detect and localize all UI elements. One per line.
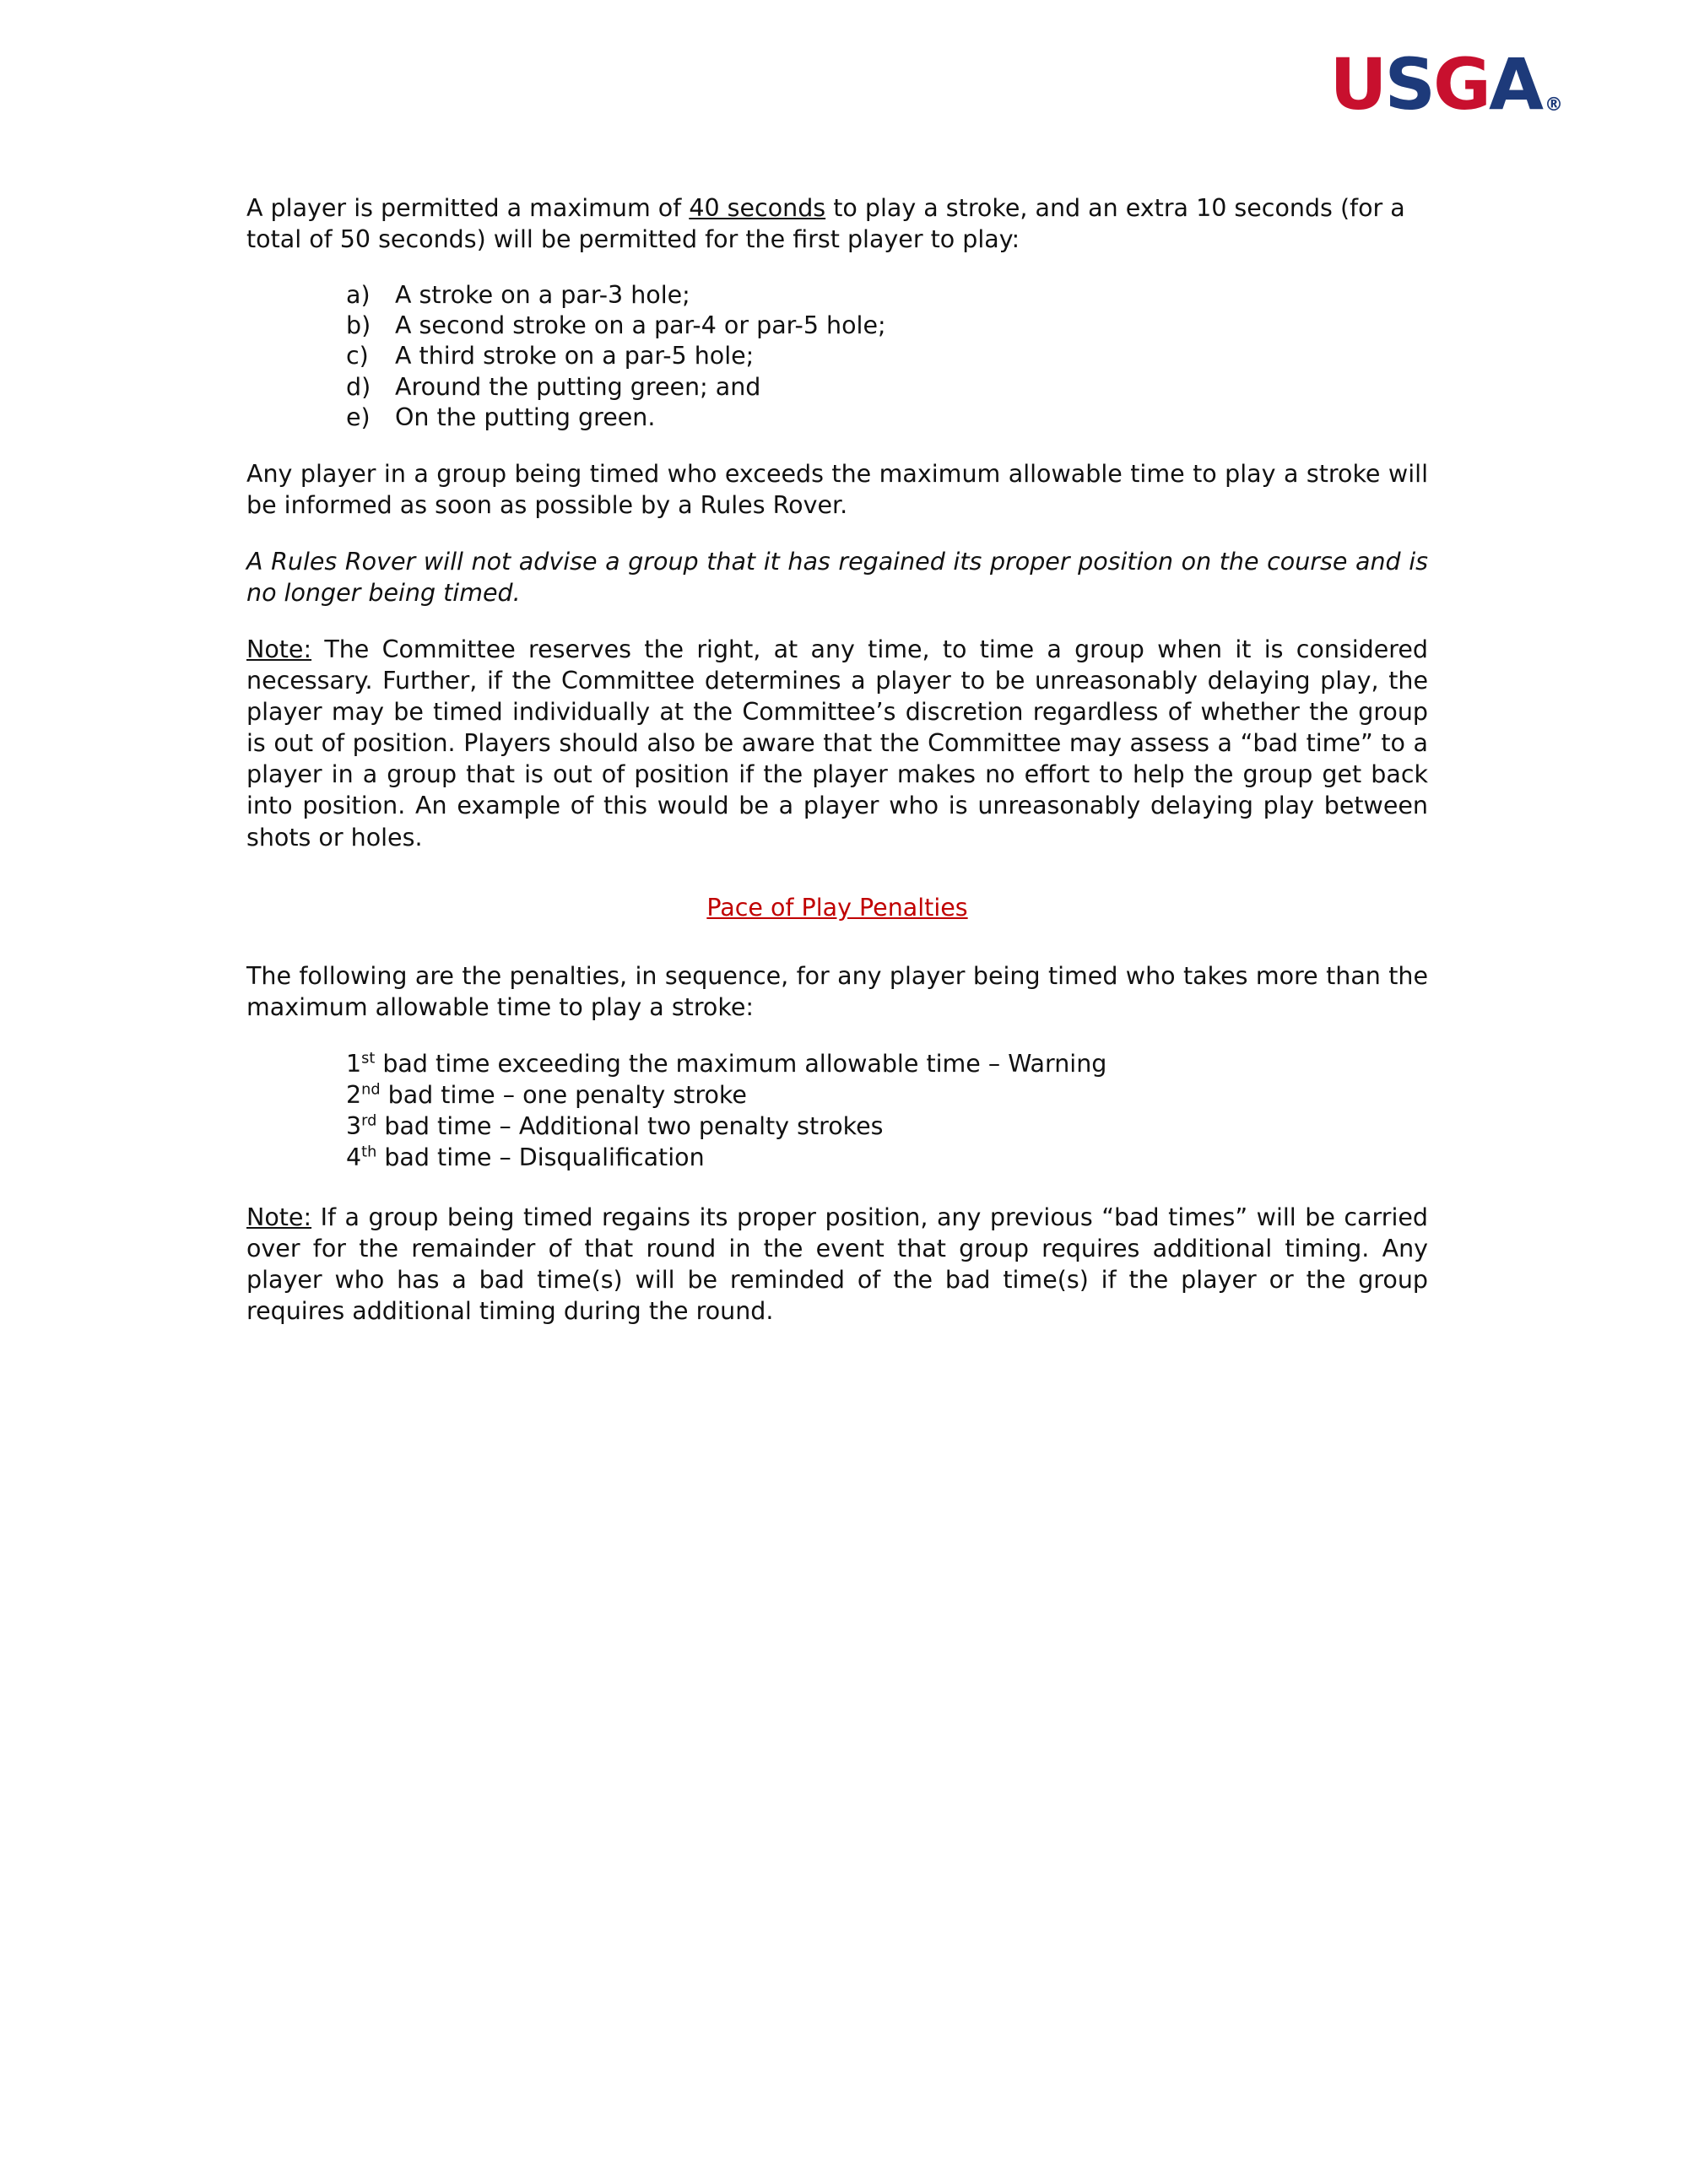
- penalty-ordinal: th: [361, 1143, 377, 1161]
- intro-text-after: to play a stroke, and an extra 10 seconds (for a total of 50 seconds) will be permitted for the first player to play:: [246, 194, 1405, 254]
- timed-player-paragraph: Any player in a group being timed who exceeds the maximum allowable time to play a stroke will be informed as soon as possible by a Rules Rover.: [246, 460, 1428, 520]
- list-marker: b): [346, 311, 371, 340]
- rules-rover-paragraph: A Rules Rover will not advise a group that it has regained its proper position on the course and is no longer being timed.: [246, 548, 1428, 608]
- penalty-line: [346, 1048, 1428, 1079]
- list-marker: c): [346, 342, 369, 370]
- penalty-line: [346, 1111, 1428, 1142]
- note-one-text: The Committee reserves the right, at any time, to time a group when it is considered necessary. Further, if the Committee determines a player to be unreasonably delaying play, the player may be timed individually at the Committee’s discretion regardless of whether the group is out of position. Players should also be aware that the Committee may assess a “bad time” to a player in a group that is out of position if the player makes no effort to help the group get back into position. An example of this would be a player who is unreasonably delaying play between shots or holes.: [246, 635, 1428, 851]
- intro-text-before: A player is permitted a maximum of: [246, 194, 690, 222]
- usga-logo: [1329, 43, 1563, 126]
- usga-logo-text: [1329, 43, 1541, 126]
- list-item: [346, 403, 1428, 433]
- list-item-label: A second stroke on a par-4 or par-5 hole;: [395, 311, 886, 340]
- penalty-ordinal: st: [361, 1050, 376, 1068]
- note-two-paragraph: [246, 1202, 1428, 1327]
- penalty-text: bad time – one penalty stroke: [380, 1080, 747, 1109]
- penalty-number: 2: [346, 1080, 362, 1109]
- registered-trademark-icon: ®: [1545, 95, 1563, 116]
- penalty-number: 4: [346, 1143, 362, 1171]
- list-item: [346, 341, 1428, 371]
- logo-letter-g: G: [1433, 43, 1489, 126]
- list-marker: a): [346, 281, 371, 310]
- document-body: [246, 192, 1428, 1352]
- penalty-ordinal: nd: [361, 1081, 381, 1099]
- pace-of-play-penalties-heading: Pace of Play Penalties: [706, 893, 968, 922]
- list-item: [346, 311, 1428, 341]
- penalty-text: bad time – Additional two penalty strokes: [376, 1111, 884, 1140]
- stroke-situations-list: [246, 280, 1428, 433]
- penalty-text: bad time – Disqualification: [376, 1143, 705, 1171]
- list-marker: d): [346, 372, 371, 401]
- penalty-ordinal: rd: [361, 1112, 377, 1130]
- logo-letter-a: A: [1488, 43, 1541, 126]
- note-two-text: If a group being timed regains its proper position, any previous “bad times” will be carried over for the remainder of that round in the event that group requires additional timing. Any player who has a bad time(s) will be reminded of the bad time(s) if the player or the group requires additional timing during the round.: [246, 1203, 1428, 1325]
- note-two-label: Note:: [246, 1203, 312, 1231]
- list-item-label: A stroke on a par-3 hole;: [395, 281, 690, 310]
- penalty-line: [346, 1079, 1428, 1111]
- intro-paragraph: [246, 192, 1428, 255]
- list-item-label: On the putting green.: [395, 403, 656, 431]
- penalty-number: 1: [346, 1049, 362, 1078]
- list-item: [346, 280, 1428, 311]
- logo-letter-s: S: [1384, 43, 1434, 126]
- note-one-paragraph: [246, 634, 1428, 852]
- logo-letter-u: U: [1329, 43, 1385, 126]
- list-item: [346, 372, 1428, 403]
- list-item-label: A third stroke on a par-5 hole;: [395, 342, 755, 370]
- note-one-label: Note:: [246, 635, 312, 664]
- penalty-number: 3: [346, 1111, 362, 1140]
- penalty-line: [346, 1142, 1428, 1173]
- penalty-text: bad time exceeding the maximum allowable time – Warning: [375, 1049, 1107, 1078]
- list-item-label: Around the putting green; and: [395, 372, 761, 401]
- intro-emphasis: 40 seconds: [689, 194, 826, 222]
- list-marker: e): [346, 403, 371, 431]
- penalties-intro-paragraph: The following are the penalties, in sequence, for any player being timed who takes more than the maximum allowable time to play a stroke:: [246, 961, 1428, 1021]
- penalties-list: [246, 1048, 1428, 1173]
